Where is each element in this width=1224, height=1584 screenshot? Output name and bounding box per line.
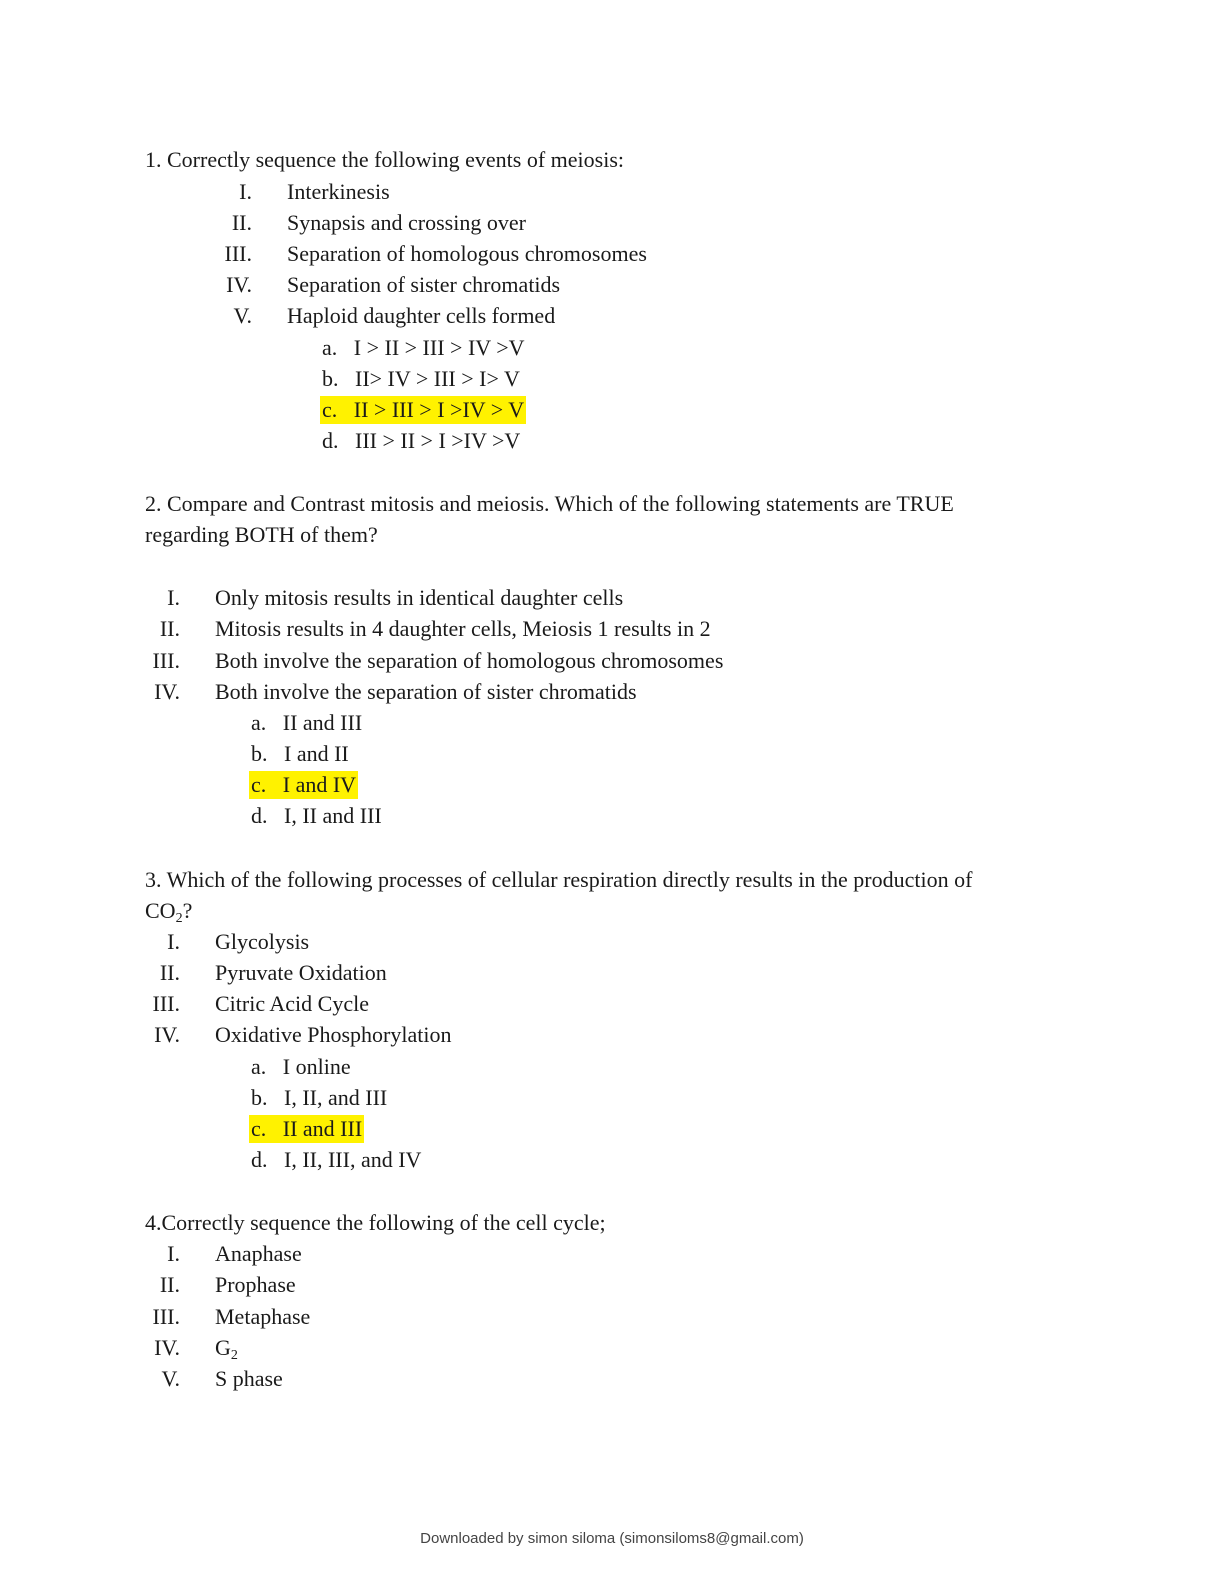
q2-item-text: Mitosis results in 4 daughter cells, Meiosis 1 results in 2: [215, 616, 711, 641]
q1-item-num: II.: [231, 210, 252, 235]
q4-item-text: Prophase: [215, 1272, 296, 1297]
option-text: I > II > III > IV >V: [353, 335, 525, 360]
q3-co2-main: CO: [145, 898, 176, 923]
q2-item-num: I.: [167, 585, 180, 610]
q4-item-num: IV.: [154, 1335, 180, 1360]
q1-item-num: V.: [233, 303, 252, 328]
q1-option-d: [322, 427, 520, 455]
q4-item-text: Metaphase: [215, 1304, 311, 1329]
option-text: I and II: [284, 741, 349, 766]
q3-item-num: II.: [159, 960, 180, 985]
option-text: I, II, and III: [284, 1085, 388, 1110]
q1-prompt: 1. Correctly sequence the following events of meiosis:: [145, 147, 624, 172]
q1-item-text: Separation of homologous chromosomes: [287, 241, 647, 266]
option-text: II and III: [282, 710, 363, 735]
q2-option-d: [251, 802, 382, 830]
option-text: I, II, III, and IV: [284, 1147, 422, 1172]
q2-item-text: Both involve the separation of homologous chromosomes: [215, 648, 724, 673]
q1-item-num: III.: [224, 241, 252, 266]
q3-item-num: I.: [167, 929, 180, 954]
option-letter: b.: [322, 366, 339, 391]
q1-item-num: I.: [239, 179, 252, 204]
option-text: II > III > I >IV > V: [353, 397, 525, 422]
q4-item-num: III.: [152, 1304, 180, 1329]
q4-prompt: 4.Correctly sequence the following of the cell cycle;: [145, 1210, 606, 1235]
q3-option-b: [251, 1084, 387, 1112]
q3-option-d: [251, 1146, 421, 1174]
option-text: III > II > I >IV >V: [355, 428, 521, 453]
q3-item-text: Citric Acid Cycle: [215, 991, 369, 1016]
q2-item-text: Only mitosis results in identical daughter cells: [215, 585, 624, 610]
q1-item-num: IV.: [226, 272, 252, 297]
option-text: II> IV > III > I> V: [355, 366, 520, 391]
q2-item-text: Both involve the separation of sister chromatids: [215, 679, 637, 704]
q2-prompt-line2: regarding BOTH of them?: [145, 522, 378, 547]
option-letter: d.: [322, 428, 339, 453]
option-text: I and IV: [282, 772, 357, 797]
q3-option-c-highlighted: [249, 1115, 364, 1143]
option-text: I online: [282, 1054, 351, 1079]
option-letter: d.: [251, 803, 268, 828]
q1-item-text: Interkinesis: [287, 179, 390, 204]
option-letter: c.: [322, 397, 338, 422]
q1-option-a: [322, 334, 525, 362]
q4-item-text: S phase: [215, 1366, 283, 1391]
q2-item-num: II.: [159, 616, 180, 641]
q2-option-c-highlighted: [249, 771, 358, 799]
q3-option-a: [251, 1053, 351, 1081]
option-letter: a.: [322, 335, 338, 360]
q2-option-b: [251, 740, 349, 768]
q3-prompt-line1: 3. Which of the following processes of cellular respiration directly results in the production of: [145, 867, 973, 892]
q3-question-mark: ?: [182, 898, 193, 923]
option-text: II and III: [282, 1116, 363, 1141]
option-text: I, II and III: [284, 803, 382, 828]
q4-item-num: I.: [167, 1241, 180, 1266]
q3-item-text: Glycolysis: [215, 929, 310, 954]
option-letter: d.: [251, 1147, 268, 1172]
q1-item-text: Haploid daughter cells formed: [287, 303, 556, 328]
download-footer: Downloaded by simon siloma (simonsiloms8@gmail.com): [420, 1530, 804, 1547]
g2-main: G: [215, 1335, 231, 1360]
q3-prompt-line2: [145, 897, 192, 925]
q1-option-b: [322, 365, 520, 393]
option-letter: a.: [251, 710, 267, 735]
option-letter: b.: [251, 741, 268, 766]
q1-item-text: Synapsis and crossing over: [287, 210, 526, 235]
q3-item-text: Oxidative Phosphorylation: [215, 1022, 452, 1047]
q4-item-num: V.: [161, 1366, 180, 1391]
q3-item-text: Pyruvate Oxidation: [215, 960, 387, 985]
q4-item-num: II.: [159, 1272, 180, 1297]
option-letter: c.: [251, 772, 267, 797]
option-letter: a.: [251, 1054, 267, 1079]
q4-item-text: Anaphase: [215, 1241, 302, 1266]
q2-item-num: III.: [152, 648, 180, 673]
q2-option-a: [251, 709, 362, 737]
q3-item-num: III.: [152, 991, 180, 1016]
g2-subscript: 2: [230, 1348, 238, 1363]
option-letter: b.: [251, 1085, 268, 1110]
q2-prompt-line1: 2. Compare and Contrast mitosis and meiosis. Which of the following statements are TRUE: [145, 491, 954, 516]
q1-item-text: Separation of sister chromatids: [287, 272, 561, 297]
q2-item-num: IV.: [154, 679, 180, 704]
q1-option-c-highlighted: [320, 396, 526, 424]
q3-item-num: IV.: [154, 1022, 180, 1047]
q3-co2-subscript: 2: [175, 911, 183, 926]
option-letter: c.: [251, 1116, 267, 1141]
q4-item-text: [215, 1334, 238, 1362]
